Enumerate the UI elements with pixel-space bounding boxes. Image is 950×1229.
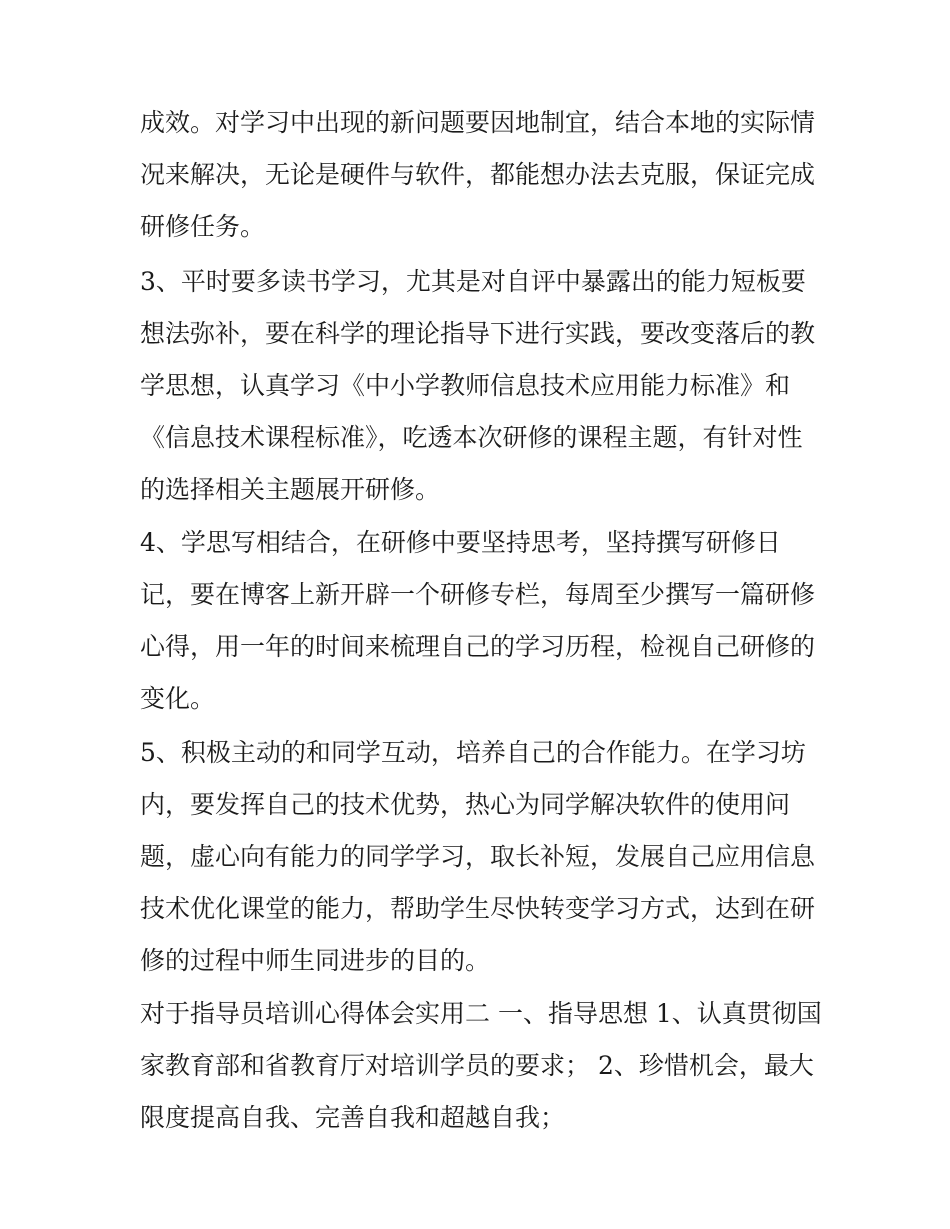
text-line: 修的过程中师生同进步的目的。: [140, 946, 491, 975]
text-line: 限度提高自我、完善自我和超越自我；: [140, 1103, 566, 1132]
text-line: 内，要发挥自己的技术优势，热心为同学解决软件的使用问: [140, 790, 791, 819]
text-line: 4、学思写相结合，在研修中要坚持思考，坚持撰写研修日: [140, 528, 781, 557]
text-line: 变化。: [140, 684, 216, 713]
text-line: 况来解决，无论是硬件与软件，都能想办法去克服，保证完成: [140, 160, 816, 189]
text-line: 学思想，认真学习《中小学教师信息技术应用能力标准》和: [140, 371, 791, 400]
text-line: 5、积极主动的和同学互动，培养自己的合作能力。在学习坊: [140, 738, 806, 767]
text-line: 3、平时要多读书学习，尤其是对自评中暴露出的能力短板要: [140, 267, 806, 296]
text-line: 记，要在博客上新开辟一个研修专栏，每周至少撰写一篇研修: [140, 580, 816, 609]
text-line: 想法弥补，要在科学的理论指导下进行实践，要改变落后的教: [140, 319, 816, 348]
text-line: 对于指导员培训心得体会实用二 一、指导思想 1、认真贯彻国: [140, 999, 822, 1028]
text-line: 研修任务。: [140, 212, 266, 241]
text-line: 技术优化课堂的能力，帮助学生尽快转变学习方式，达到在研: [140, 894, 816, 923]
text-line: 《信息技术课程标准》，吃透本次研修的课程主题，有针对性: [140, 423, 803, 452]
text-line: 题，虚心向有能力的同学学习，取长补短，发展自己应用信息: [140, 842, 816, 871]
text-line: 的选择相关主题展开研修。: [140, 475, 441, 504]
text-line: 成效。对学习中出现的新问题要因地制宜，结合本地的实际情: [140, 108, 816, 137]
text-line: 心得，用一年的时间来梳理自己的学习历程，检视自己研修的: [140, 632, 816, 661]
text-line: 家教育部和省教育厅对培训学员的要求； 2、珍惜机会，最大: [140, 1051, 814, 1080]
